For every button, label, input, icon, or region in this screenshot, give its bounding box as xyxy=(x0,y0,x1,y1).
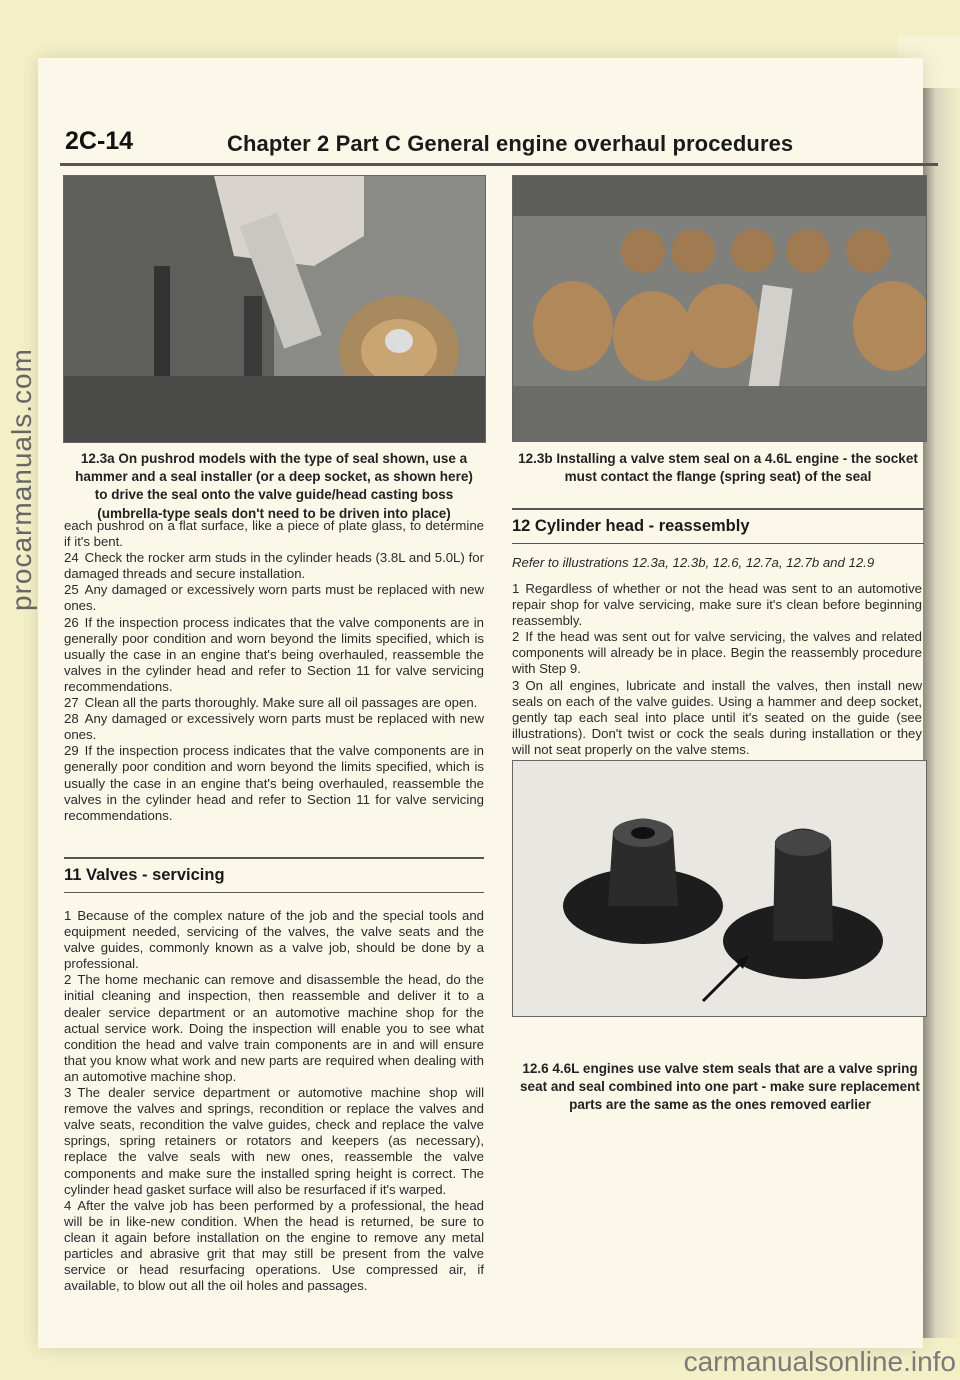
section-11-heading: 11 Valves - servicing xyxy=(64,866,225,884)
paragraph-number: 2 xyxy=(64,972,72,988)
header-rule xyxy=(60,163,938,166)
paragraph-number: 4 xyxy=(64,1197,72,1213)
section-12-heading: 12 Cylinder head - reassembly xyxy=(512,517,750,535)
left-column-body xyxy=(64,518,484,824)
page-title: Chapter 2 Part C General engine overhaul procedures xyxy=(227,131,794,156)
paragraph-number: 24 xyxy=(64,550,79,566)
paragraph-text: If the head was sent out for valve servicing, the valves and related components will already be in place. Begin the reassembly procedure with Step 9. xyxy=(512,629,922,677)
paragraph-number: 1 xyxy=(512,581,520,596)
section-12-bottom-rule xyxy=(512,543,924,544)
paragraph-number: 28 xyxy=(64,711,79,727)
paragraph-number: 27 xyxy=(64,695,79,711)
section-12-top-rule xyxy=(512,508,924,510)
paragraph xyxy=(64,582,484,614)
caption-12-6: 12.6 4.6L engines use valve stem seals that are a valve spring seat and seal combined into one part - make sure replacement parts are the same as the ones removed earlier xyxy=(520,1061,920,1113)
paragraph-number: 3 xyxy=(64,1085,72,1101)
paragraph-number: 3 xyxy=(512,677,520,693)
paragraph-text: Because of the complex nature of the job and the special tools and equipment needed, servicing of the valves, the valve seats and the valve guides, commonly known as a valve job, should be done by a professional. xyxy=(64,908,484,972)
paragraph xyxy=(64,518,484,550)
photo-valve-stem-seals xyxy=(512,760,927,1017)
page-id: 2C-14 xyxy=(65,127,134,155)
paragraph-text: Clean all the parts thoroughly. Make sure all oil passages are open. xyxy=(84,695,478,711)
paragraph-number: 26 xyxy=(64,614,79,630)
paragraph xyxy=(64,711,484,743)
paragraph xyxy=(512,629,922,677)
side-watermark: procarmanuals.com xyxy=(6,348,37,611)
paragraph xyxy=(64,615,484,695)
paragraph-number: 25 xyxy=(64,582,79,598)
paragraph xyxy=(64,908,484,972)
paragraph-text: Any damaged or excessively worn parts must be replaced with new ones. xyxy=(64,711,484,743)
bottom-watermark: carmanualsonline.info xyxy=(683,1346,956,1377)
paragraph xyxy=(64,743,484,823)
paragraph xyxy=(64,1198,484,1295)
photo-cylinder-head xyxy=(512,175,927,442)
paragraph-text: The home mechanic can remove and disassemble the head, do the initial cleaning and inspection, then reassemble and deliver it to a dealer service department or an automotive machine shop for the actual service work. Doing the inspection will enable you to see what condition the head and valve train components are in and will ensure that you know what work and new parts are required when dealing with an automotive machine shop. xyxy=(64,972,484,1084)
section-12-refer: Refer to illustrations 12.3a, 12.3b, 12.6, 12.7a, 12.7b and 12.9 xyxy=(512,555,875,570)
section-11-top-rule xyxy=(64,857,484,859)
caption-12-3a: 12.3a On pushrod models with the type of seal shown, use a hammer and a seal installer (or a deep socket, as shown here) to drive the seal onto the valve guide/head casting boss (umbrella-type seals don't need to be driven into place) xyxy=(75,451,473,521)
paragraph xyxy=(512,581,922,629)
paragraph xyxy=(64,695,484,711)
paragraph-text: After the valve job has been performed by a professional, the head will be in like-new condition. When the head is returned, be sure to clean it again before installation on the engine to remove any metal particles and abrasive grit that may still be present from the valve service or head resurfacing operations. Use compressed air, if available, to blow out all the oil holes and passages. xyxy=(64,1197,484,1294)
section-11-body xyxy=(64,908,484,1294)
paragraph-text: The dealer service department or automotive machine shop will remove the valves and springs, recondition or replace the valves and valve seats, recondition the valve guides, check and replace the valve springs, spring retainers or rotators and keepers (as necessary), replace the valve seals with new ones, reassemble the valve components and make sure the installed spring height is correct. The cylinder head gasket surface will also be resurfaced if it's warped. xyxy=(64,1085,484,1197)
paragraph-text: each pushrod on a flat surface, like a piece of plate glass, to determine if it's bent. xyxy=(64,518,484,550)
paragraph xyxy=(64,972,484,1085)
paragraph-number: 29 xyxy=(64,743,79,759)
photo-seal-installer-image xyxy=(64,176,485,442)
paragraph-number: 2 xyxy=(512,629,520,645)
paragraph-text: If the inspection process indicates that the valve components are in generally poor condition and worn beyond the limits specified, which is usually the case in an engine that's being overhauled, reassemble the valves in the cylinder head and refer to Section 11 for valve servicing recommendations. xyxy=(64,743,484,823)
paragraph xyxy=(512,678,922,758)
paragraph-text: Check the rocker arm studs in the cylinder heads (3.8L and 5.0L) for damaged threads and secure installation. xyxy=(64,550,484,582)
paragraph-number: 1 xyxy=(64,908,72,923)
section-11-bottom-rule xyxy=(64,892,484,893)
paragraph xyxy=(64,1085,484,1198)
paragraph xyxy=(64,550,484,582)
photo-valve-stem-seals-image xyxy=(513,761,926,1016)
page-edge-shadow xyxy=(923,88,960,1338)
paragraph-text: Regardless of whether or not the head was sent to an automotive repair shop for valve servicing, make sure it's clean before beginning reassembly. xyxy=(512,581,922,629)
caption-12-3b: 12.3b Installing a valve stem seal on a 4.6L engine - the socket must contact the flange (spring seat) of the seal xyxy=(518,451,918,485)
paragraph-text: If the inspection process indicates that the valve components are in generally poor condition and worn beyond the limits specified, which is usually the case in an engine that's being overhauled, reassemble the valves in the cylinder head and refer to Section 11 for valve servicing recommendations. xyxy=(64,614,484,694)
photo-cylinder-head-image xyxy=(513,176,926,441)
photo-seal-installer xyxy=(63,175,486,443)
paragraph-text: On all engines, lubricate and install the valves, then install new seals on each of the valve guides. Using a hammer and deep socket, gently tap each seal into place until it's seated on the guide (see illustrations). Don't twist or cock the seals during installation or they will not seat properly on the valve stems. xyxy=(512,677,922,757)
paragraph-text: Any damaged or excessively worn parts must be replaced with new ones. xyxy=(64,582,484,614)
